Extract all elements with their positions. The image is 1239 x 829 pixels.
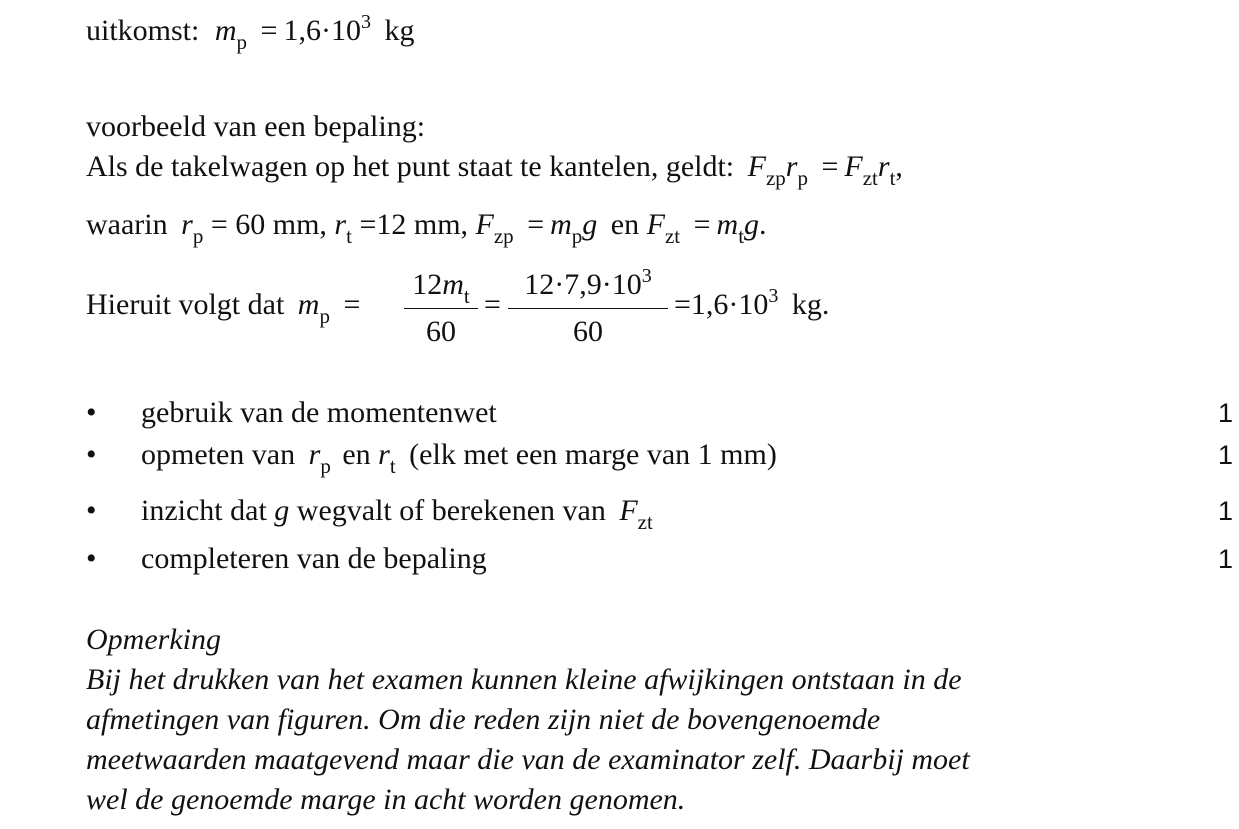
example-line-3-right — [674, 285, 830, 321]
example-line-3-left — [86, 288, 366, 328]
line1-end: , — [895, 150, 903, 183]
line2-g1: g — [582, 208, 598, 241]
criterion-2-mid: en — [342, 438, 371, 471]
line1-eq: = — [821, 150, 839, 183]
line1-text: Als de takelwagen op het punt staat te kantelen, geldt: — [86, 150, 735, 183]
outcome-var: m — [214, 14, 237, 47]
criterion-3-var2: F — [619, 494, 638, 527]
criterion-text — [141, 494, 653, 534]
fraction-2-numerator — [508, 265, 668, 309]
line2-Fzp: F — [475, 208, 494, 241]
frac1-num-var: m — [442, 268, 464, 301]
outcome-exp: 3 — [360, 11, 371, 33]
line1-r1-sub: p — [797, 166, 808, 190]
criterion-3-var: g — [274, 494, 290, 527]
criterion-score: 1 — [1218, 544, 1234, 574]
example-heading: voorbeeld van een bepaling: — [86, 110, 426, 143]
criterion-3-text-b: wegvalt of berekenen van — [296, 494, 606, 527]
criterion-score: 1 — [1218, 398, 1234, 428]
line2-end: . — [759, 208, 767, 241]
line2-rp-sub: p — [192, 224, 204, 248]
line2-mt: m — [716, 208, 739, 241]
line1-r2: r — [877, 150, 890, 183]
outcome-line — [86, 11, 415, 54]
criterion-3-var2-sub: zt — [637, 510, 653, 534]
bullet: • — [86, 396, 97, 429]
line2-rp-val: = 60 mm, — [210, 208, 327, 241]
line1-r1: r — [785, 150, 798, 183]
outcome-unit: kg — [384, 14, 415, 47]
line2-rt-sub: t — [346, 224, 352, 248]
example-line-2 — [86, 208, 767, 248]
frac2-num-exp: 3 — [641, 265, 652, 287]
fraction-2-denominator: 60 — [573, 315, 603, 348]
line2-rt: r — [334, 208, 347, 241]
frac1-num-sub: t — [463, 284, 470, 308]
criterion-text — [141, 438, 777, 478]
line2-text: waarin — [86, 208, 168, 241]
line3-eq1: = — [343, 288, 361, 321]
line2-rt-val: =12 mm, — [359, 208, 469, 241]
line3-mp: m — [297, 288, 320, 321]
criterion-text: gebruik van de momentenwet — [141, 396, 497, 429]
line2-g2: g — [744, 208, 760, 241]
fraction-1 — [404, 268, 478, 349]
remark-line: Bij het drukken van het examen kunnen kleine afwijkingen ontstaan in de — [86, 663, 962, 696]
line1-F1: F — [747, 150, 766, 183]
line3-text: Hieruit volgt dat — [86, 288, 285, 321]
frac1-num-coef: 12 — [412, 268, 443, 301]
criterion-3-text-a: inzicht dat — [141, 494, 267, 527]
criterion-2-var1: r — [308, 438, 321, 471]
frac2-num: 12·7,9·10 — [524, 268, 642, 301]
remark-line: afmetingen van figuren. Om die reden zijn niet de bovengenoemde — [86, 703, 881, 736]
line3-unit: kg. — [791, 288, 830, 321]
line2-Fzt-sub: zt — [664, 224, 681, 248]
bullet: • — [86, 542, 97, 575]
fraction-2 — [508, 265, 668, 349]
line2-eq2: = — [693, 208, 711, 241]
fraction-1-denominator: 60 — [426, 315, 456, 348]
criterion-score: 1 — [1218, 496, 1234, 526]
outcome-mantissa: 1,6·10 — [283, 14, 361, 47]
remark-line: wel de genoemde marge in acht worden genomen. — [86, 783, 686, 816]
line3-result-exp: 3 — [768, 285, 779, 307]
line2-mp: m — [550, 208, 572, 241]
line3-mp-sub: p — [319, 304, 330, 328]
criterion-score: 1 — [1218, 440, 1234, 470]
outcome-eq: = — [260, 14, 278, 47]
line1-F1-sub: zp — [765, 166, 786, 190]
line3-eq3: = — [674, 288, 691, 321]
line2-Fzp-sub: zp — [493, 224, 514, 248]
criterion-2-var2: r — [378, 438, 390, 471]
outcome-var-sub: p — [236, 30, 248, 54]
line3-eq2: = — [484, 288, 501, 321]
example-line-1 — [86, 150, 903, 190]
line2-rp: r — [181, 208, 193, 241]
line1-r2-sub: t — [889, 166, 896, 190]
line2-mt-sub: t — [738, 224, 745, 248]
line1-F2-sub: zt — [862, 166, 878, 190]
line2-Fzt: F — [646, 208, 665, 241]
line2-mp-sub: p — [571, 224, 583, 248]
line1-F2: F — [844, 150, 863, 183]
line3-result: 1,6·10 — [690, 288, 769, 321]
fraction-1-numerator — [404, 268, 478, 309]
bullet: • — [86, 438, 97, 471]
outcome-label: uitkomst: — [86, 14, 200, 47]
remark-title: Opmerking — [86, 623, 221, 656]
bullet: • — [86, 494, 97, 527]
criterion-text: completeren van de bepaling — [141, 542, 487, 575]
criterion-2-var2-sub: t — [389, 454, 396, 478]
line2-and: en — [610, 208, 640, 241]
criterion-2-var1-sub: p — [320, 454, 331, 478]
remark-line: meetwaarden maatgevend maar die van de examinator zelf. Daarbij moet — [86, 743, 970, 776]
line2-eq1: = — [527, 208, 545, 241]
criterion-2-text-b: (elk met een marge van 1 mm) — [409, 438, 777, 471]
criterion-2-text-a: opmeten van — [141, 438, 296, 471]
